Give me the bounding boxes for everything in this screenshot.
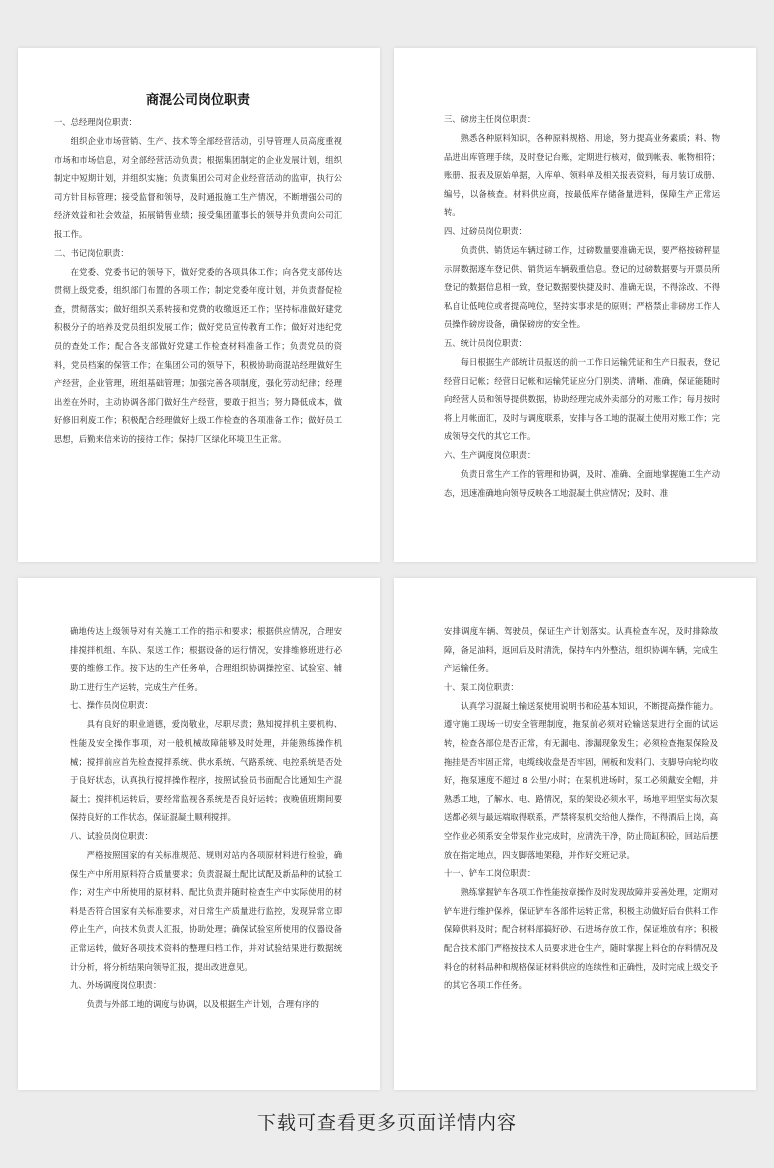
section-paragraph: 负责日常生产工作的管理和协调，及时、准确、全面地掌握施工生产动态，迅速准确地向领导反映各工地混凝土供应情况；及时、准 xyxy=(444,468,720,498)
document-page-4 xyxy=(394,578,756,1090)
section-paragraph: 认真学习混凝土输送泵使用说明书和砼基本知识，不断提高操作能力。遵守施工现场一切安全管理制度，拖泵前必须对砼输送泵进行全面的试运转，检查各部位是否正常，有无漏电、渗漏现象发生；必须检查拖泵保险及拖挂是否牢固正常，电缆线收盘是否牢固，闸板和发料门、支脚导向轮均收好，拖泵速度不超过 8 公里/小时；在泵机进场时，泵工必须戴安全帽，并熟悉工地，了解水、电、路情况，泵的架设必须水平，场地平坦坚实每次泵送都必须与最远端取得联系，严禁将泵机交给他人操作，不得酒后上岗，高空作业必须系安全带泵作业完成时，应清洗干净，防止筒缸积砼，回站后摆放在指定地点，四支脚落地架稳，并作好交班记录。 xyxy=(444,700,718,860)
section-heading: 七、操作员岗位职责： xyxy=(70,700,153,711)
section-heading: 三、磅房主任岗位职责： xyxy=(444,114,536,124)
section-heading: 九、外场调度岗位职责： xyxy=(70,980,162,991)
section-paragraph: 具有良好的职业道德，爱岗敬业，尽职尽责；熟知搅拌机主要机构、性能及安全操作事项，对一般机械故障能够及时处理，并能熟练操作机械；搅拌前应首先检查搅拌系统、供水系统、气路系统、电控系统是否处于良好状态，认真执行搅拌操作程序，按照试验员书面配合比通知生产混凝土；搅拌机运转后，要经常监视各系统是否良好运转；夜晚值班期间要保持良好的工作状态，保证混凝土顺利搅拌。 xyxy=(70,719,342,823)
document-page-3 xyxy=(18,578,380,1090)
document-page-1 xyxy=(18,48,380,562)
section-paragraph: 负责与外部工地的调度与协调，以及根据生产计划，合理有序的 xyxy=(86,999,319,1010)
section-heading: 二、书记岗位职责： xyxy=(54,247,129,258)
section-heading: 一、总经理岗位职责： xyxy=(54,117,137,127)
section-paragraph: 组织企业市场营销、生产、技术等全部经营活动，引导管理人员高度重视市场和市场信息，对全部经营活动负责；根据集团制定的企业发展计划，组织制定中短期计划，并组织实施；负责集团公司对企业经营活动的监审，执行公司方针目标管理；接受监督和领导，及时通报施工生产情况，不断增强公司的经济效益和社会效益，拓展销售业绩；接受集团董事长的领导并负责向公司汇报工作。 xyxy=(54,136,342,239)
document-title: 商混公司岗位职责 xyxy=(145,93,250,108)
download-more-link[interactable]: 下载可查看更多页面详情内容 xyxy=(256,1112,517,1134)
section-heading: 六、生产调度岗位职责： xyxy=(444,449,536,460)
document-page-2 xyxy=(394,48,756,562)
section-paragraph: 每日根据生产部统计员报送的前一工作日运输凭证和生产日报表，登记经营日记帐；经营日记帐和运输凭证应分门别类、清晰、准确，保证能随时向经营人员和领导提供数据，协助经理完成外卖部分的对账工作；每月按时将上月帐面汇，及时与调度联系，安排与各工地的混凝土使用对账工作；完成领导交代的其它工作。 xyxy=(444,356,720,442)
section-paragraph-continued: 安排调度车辆、驾驶员，保证生产计划落实。认真检查车况，及时排除故障，备足油料，返回后及时清洗，保持车内外整洁，组织协调车辆，完成生产运输任务。 xyxy=(444,626,718,674)
section-heading: 十、泵工岗位职责： xyxy=(444,681,519,692)
section-paragraph: 负责供、销货运车辆过磅工作，过磅数量要准确无误，要严格按磅秤显示屏数据逐车登记供、销货运车辆载重信息。登记的过磅数据要与开票员所登记的数据信息相一致，登记数据要快捷及时、准确无误，不得涂改、不得私自让低吨位或者提高吨位，坚持实事求是的原则；严格禁止非磅房工作人员操作磅房设备，确保磅房的安全性。 xyxy=(444,244,720,330)
section-heading: 五、统计员岗位职责： xyxy=(444,337,527,348)
section-heading: 四、过磅员岗位职责： xyxy=(444,225,527,236)
section-paragraph: 熟悉各种原料知识，各种原料规格、用途，努力提高业务素质；料、物品进出库管理手续，及时登记台账，定期进行核对，做到帐表、帐物相符；账册、报表及原始单据，入库单、领料单及相关报表资料，每月装订成册、编号，以备核查。材料供应商，按最低库存储备量进料，保障生产正常运转。 xyxy=(444,133,720,218)
section-heading: 八、试验员岗位职责： xyxy=(70,830,153,841)
section-paragraph: 严格按照国家的有关标准规范、规则对站内各项原材料进行检验，确保生产中所用原料符合质量要求；负责混凝土配比试配及新品种的试验工作；对生产中所使用的原材料、配比负责并随时检查生产中实际使用的材料是否符合国家有关标准要求，对日常生产质量进行监控，发现异常立即停止生产，向技术负责人汇报，协助处理；确保试验室所使用的仪器设备正常运转，做好各项技术资料的整理归档工作，并对试验结果进行数据统计分析，将分析结果向领导汇报，提出改进意见。 xyxy=(70,849,342,972)
section-paragraph-continued: 确地传达上级领导对有关施工工作的指示和要求；根据供应情况，合理安排搅拌机组、车队、泵送工作；根据设备的运行情况，安排维修班进行必要的维修工作。按下达的生产任务单，合理组织协调操控室、试验室、辅助工进行生产运转，完成生产任务。 xyxy=(70,626,342,692)
section-heading: 十一、铲车工岗位职责： xyxy=(444,868,536,879)
section-paragraph: 在党委、党委书记的领导下，做好党委的各项具体工作；向各党支部传达贯彻上级党委，组织部门布置的各项工作；制定党委年度计划，并负责督促检查，贯彻落实；做好组织关系转接和党费的收缴返还工作；坚持标准做好建党积极分子的培养及党员组织发展工作；做好党员宣传教育工作；做好对违纪党员的查处工作；配合各支部做好党建工作检查材料准备工作；负责党员的资料，党员档案的保管工作；在集团公司的领导下，积极协助商混站经理做好生产经营，企业管理，班组基础管理；加强完善各项制度，强化劳动纪律；经理出差在外时，主动协调各部门做好生产经营，要敢于担当；努力降低成本，做好修旧利废工作；积极配合经理做好上级工作检查的各项准备工作；做好员工思想，后勤来信来访的接待工作；保持厂区绿化环境卫生正常。 xyxy=(54,266,342,444)
section-paragraph: 熟练掌握铲车各项工作性能按章操作及时发现故障并妥善处理，定期对铲车进行维护保养，保证铲车各部件运转正常，积极主动做好后台供料工作保障供料及时；配合材料部搞好砂、石进场存放工作，保证堆放有序；积极配合技术部门严格按技术人员要求进仓生产，随时掌握上料仓的存料情况及料仓的材料品种和规格保证材料供应的连续性和正确性，及时完成上级交予的其它各项工作任务。 xyxy=(444,887,718,991)
